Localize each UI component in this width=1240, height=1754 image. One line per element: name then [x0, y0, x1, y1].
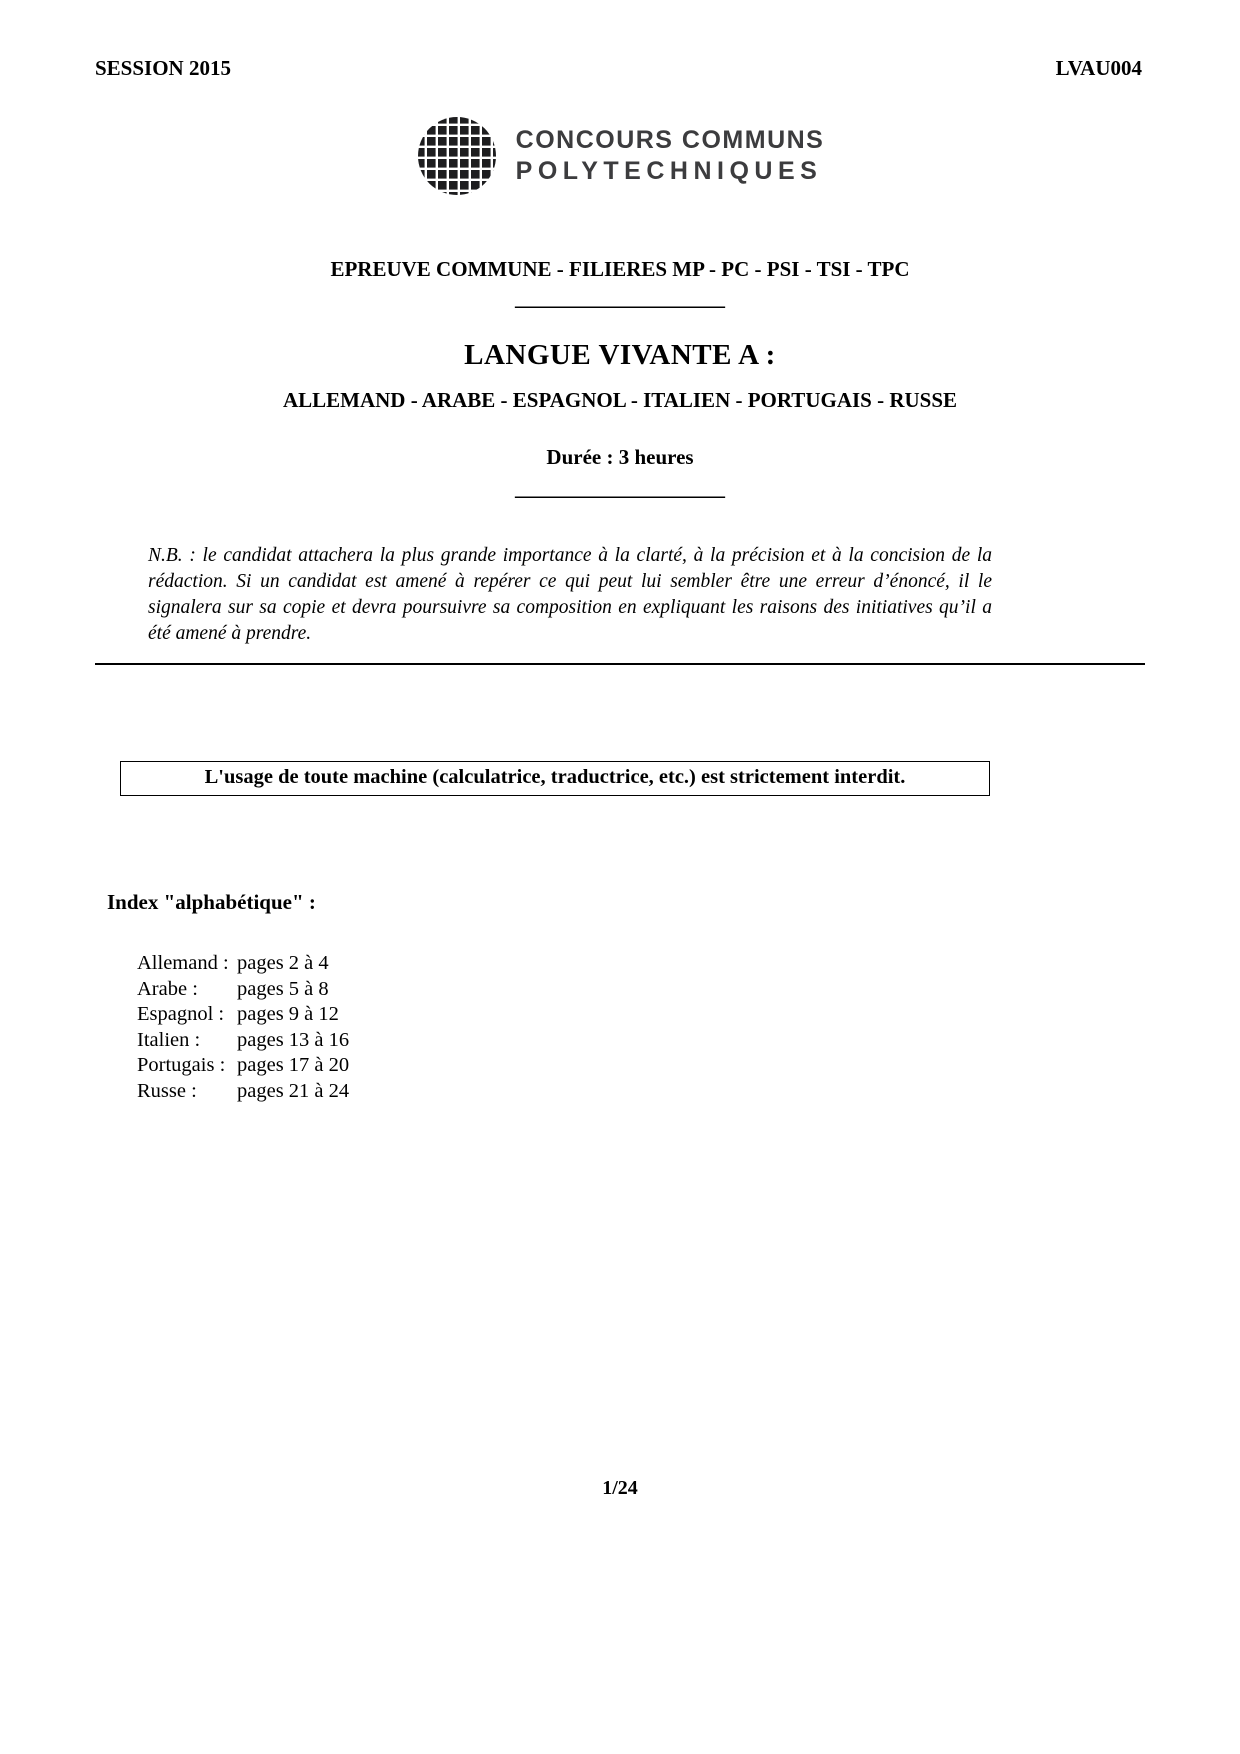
logo-text — [516, 125, 825, 187]
languages-line: ALLEMAND - ARABE - ESPAGNOL - ITALIEN - PORTUGAIS - RUSSE — [282, 388, 958, 412]
logo — [0, 115, 1240, 197]
index-row-portugais — [137, 1053, 1240, 1079]
index-pages: pages 13 à 16 — [237, 1028, 350, 1051]
nb-paragraph: N.B. : le candidat attachera la plus grande importance à la clarté, à la précision et à la concision de la rédaction. Si un candidat est amené à repérer ce qui peut lui sembler être une erreur d’énoncé, il le signalera sur sa copie et devra poursuivre sa composition en expliquant les raisons des initiatives qu’il a été amené à prendre. — [148, 545, 992, 644]
duration-line: Durée : 3 heures — [546, 445, 694, 469]
index-label: Espagnol : — [137, 1003, 225, 1025]
index-pages: pages 5 à 8 — [237, 977, 329, 1000]
index-pages: pages 2 à 4 — [237, 952, 329, 974]
session-label: SESSION 2015 — [95, 56, 231, 80]
page-header — [0, 0, 1240, 81]
index-row-russe — [137, 1079, 1240, 1105]
divider-underscores-2: ____________________ — [515, 476, 725, 500]
index-heading: Index "alphabétique" : — [107, 890, 316, 914]
logo-line1: CONCOURS COMMUNS — [515, 126, 825, 154]
index-pages: pages 21 à 24 — [237, 1079, 350, 1102]
subject-code: LVAU004 — [1055, 56, 1142, 80]
divider-underscores-1: ____________________ — [515, 286, 725, 310]
pixel-globe-icon — [416, 115, 498, 197]
index-label: Allemand : — [137, 952, 229, 974]
subject-title: LANGUE VIVANTE A : — [464, 339, 776, 371]
index-list — [137, 951, 1240, 1104]
index-row-italien — [137, 1028, 1240, 1054]
exam-title: EPREUVE COMMUNE - FILIERES MP - PC - PSI - TSI - TPC — [330, 257, 910, 281]
index-row-arabe — [137, 977, 1240, 1003]
index-row-allemand — [137, 951, 1240, 977]
index-row-espagnol — [137, 1002, 1240, 1028]
index-label: Russe : — [137, 1079, 197, 1102]
logo-line2: POLYTECHNIQUES — [515, 157, 823, 185]
page-number: 1/24 — [602, 1477, 638, 1499]
section-divider — [95, 663, 1145, 665]
index-label: Arabe : — [137, 977, 198, 1000]
machine-interdiction-notice: L'usage de toute machine (calculatrice, traductrice, etc.) est strictement interdit. — [120, 761, 990, 796]
index-label: Portugais : — [137, 1054, 226, 1076]
index-pages: pages 17 à 20 — [237, 1054, 350, 1076]
index-label: Italien : — [137, 1028, 201, 1051]
index-pages: pages 9 à 12 — [237, 1003, 339, 1025]
